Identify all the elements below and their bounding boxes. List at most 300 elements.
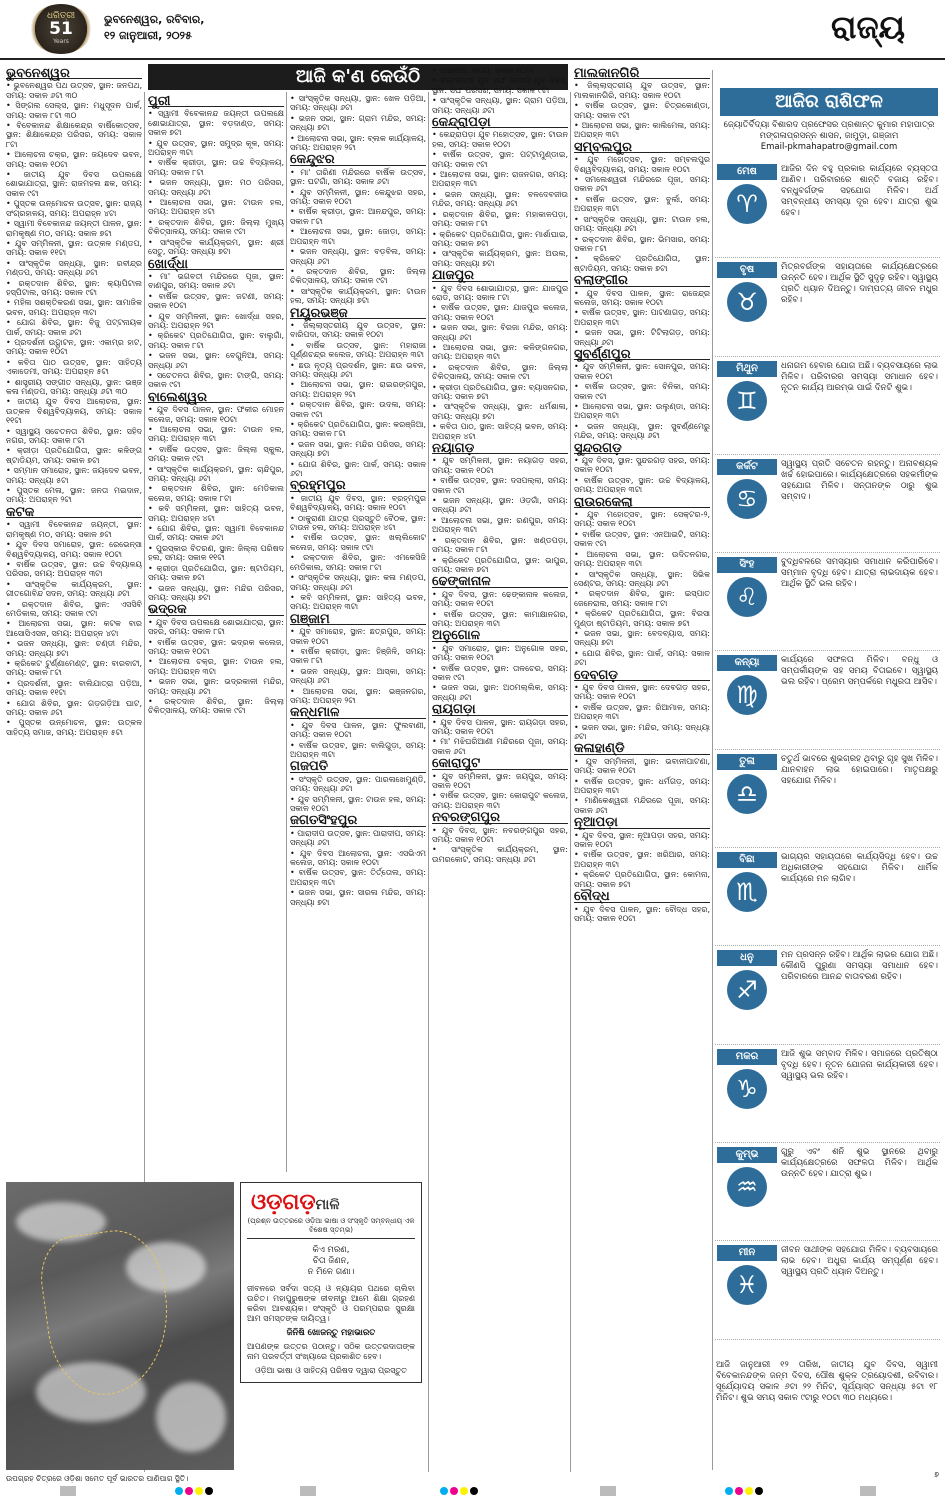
zodiac-prediction: ଆଜିର ଦିନ ବହୁ ପ୍ରକାର କାର୍ଯ୍ୟରେ ବ୍ୟସ୍ତତା ଆଣିବ। ପରିବାରରେ ଶାନ୍ତି ବଜାୟ ରହିବ। ବନ୍ଧୁବର୍ଗଙ୍କ ସହଯୋଗ ମିଳିବ। ଅର୍ଥ ସମ୍ବନ୍ଧୀୟ ସମସ୍ୟା ଦୂର ହେବ। ଯାତ୍ରା ଶୁଭ ହେବ। — [781, 164, 938, 218]
event-item: • ଭଜନ ସଭା, ସ୍ଥାନ: ଅଠମଲ୍ଲିକ, ସମୟ: ସନ୍ଧ୍ୟା ୬ଟା — [432, 683, 568, 702]
events-column-2 — [148, 94, 284, 1174]
event-item: • ଯୋଗ ଶିବିର, ସ୍ଥାନ: ଗଡ଼ଗଡ଼ିଆ ଘାଟ, ସମୟ: ସକାଳ ୬ଟା — [6, 699, 142, 718]
event-item: • ପୁସ୍ତକ ଉନ୍ମୋଚନ ଉତ୍ସବ, ସ୍ଥାନ: ରାଜ୍ୟ ସଂଗ୍ରହାଳୟ, ସମୟ: ଅପରାହ୍ନ ୪ଟା — [6, 199, 142, 218]
district-heading: ସୁନ୍ଦରଗଡ଼ — [574, 444, 710, 454]
event-item: • ଯୋଗ ଶିବିର, ସ୍ଥାନ: ପାର୍କ, ସମୟ: ସକାଳ ୬ଟା — [574, 649, 710, 668]
event-item: • ଭଜନ ସନ୍ଧ୍ୟା, ସ୍ଥାନ: ଆସ୍କା, ସମୟ: ସନ୍ଧ୍ୟା ୬ଟା — [290, 667, 426, 686]
event-item: • ଭଜନ ସନ୍ଧ୍ୟା, ସ୍ଥାନ: ଓଡ଼ଗାଁ, ସମୟ: ସନ୍ଧ୍ୟା ୬ଟା — [432, 496, 568, 515]
event-item: • ଭଜନ ସଭା, ସ୍ଥାନ: ବେଗୁନିଆ, ସମୟ: ସନ୍ଧ୍ୟା ୬ଟା — [148, 351, 284, 370]
zodiac-sign-name: ମେଷ — [717, 164, 777, 180]
event-item: • ଯୁବ ସମାରୋହ, ସ୍ଥାନ: ଛତ୍ରପୁର, ସମୟ: ସକାଳ ୧୦ଟା — [290, 627, 426, 646]
zodiac-sign-entry — [715, 1143, 940, 1241]
registration-dot — [440, 1487, 448, 1495]
event-item: • ଭଜନ ସଭା, ସ୍ଥାନ: ବେଦବ୍ୟାସ, ସମୟ: ସନ୍ଧ୍ୟା ୭ଟା — [574, 629, 710, 648]
event-item: • ଯୁବ ଦିବସ ପାଳନ, ସ୍ଥାନ: ବୌଦ୍ଧ ସହର, ସମୟ: ସକାଳ ୧୦ଟା — [574, 905, 710, 924]
event-item: • କବିତା ପାଠ ଉତ୍ସବ, ସ୍ଥାନ: ସାହିତ୍ୟ ଏକାଡେମୀ, ସମୟ: ଅପରାହ୍ନ ୫ଟା — [6, 358, 142, 377]
event-item: • ଆଲୋଚନା ସଭା, ସ୍ଥାନ: ବ୍ଲକ କାର୍ଯ୍ୟାଳୟ, ସମୟ: ଅପରାହ୍ନ ୨ଟା — [290, 134, 426, 153]
event-item: • ସ୍ୱାମୀ ବିବେକାନନ୍ଦ ଜୟନ୍ତୀ ଉପଲକ୍ଷେ ଶୋଭାଯାତ୍ରା, ସ୍ଥାନ: ବଡ଼ଦାଣ୍ଡ, ସମୟ: ସକାଳ ୭ଟା — [148, 109, 284, 137]
zodiac-prediction: ମନ ପ୍ରସନ୍ନ ରହିବ। ଆର୍ଥିକ ଲାଭର ଯୋଗ ଅଛି। କୌଣସି ପୁରୁଣା ସମସ୍ୟା ସମାଧାନ ହେବ। ପରିବାରରେ ଆନନ୍ଦ ବାତାବରଣ ରହିବ। — [781, 950, 938, 983]
zodiac-prediction: କାର୍ଯ୍ୟରେ ସଫଳତା ମିଳିବ। ବନ୍ଧୁ ଓ ସମ୍ପର୍କୀୟଙ୍କ ସହ ସମୟ ବିତାଇବେ। ସ୍ୱାସ୍ଥ୍ୟ ଭଲ ରହିବ। ପ୍ରେମ ସମ୍ପର୍କରେ ମଧୁରତା ଆସିବ। — [781, 655, 938, 688]
event-item: • ସାଂସ୍କୃତିକ କାର୍ଯ୍ୟକ୍ରମ, ସ୍ଥାନ: ଗୀତଗୋବିନ୍ଦ ସଦନ, ସମୟ: ସନ୍ଧ୍ୟା ୬ଟା — [6, 580, 142, 599]
astrologer-credit — [720, 120, 938, 153]
registration-mark — [60, 1486, 76, 1496]
event-item: • ଛଉ ନୃତ୍ୟ ପ୍ରଦର୍ଶନ, ସ୍ଥାନ: ଛଉ ଭବନ, ସମୟ: ସନ୍ଧ୍ୟା ୬ଟା — [290, 361, 426, 380]
district-heading: ଗଞ୍ଜାମ — [290, 615, 426, 625]
registration-dot — [735, 1487, 743, 1495]
registration-dot — [755, 1487, 763, 1495]
district-heading: ମାଲକାନଗିରି — [574, 69, 710, 79]
event-item: • ଜାତୀୟ ଯୁବ ଦିବସ ଆଲୋଚନା, ସ୍ଥାନ: ଉତ୍କଳ ବିଶ୍ୱବିଦ୍ୟାଳୟ, ସମୟ: ସକାଳ ୧୧ଟା — [6, 397, 142, 425]
event-item: • ଯୁବ ସମ୍ମିଳନୀ, ସ୍ଥାନ: ନୟାଗଡ଼ ସହର, ସମୟ: ସକାଳ ୧୦ଟା — [432, 456, 568, 475]
column-poem — [241, 1245, 421, 1278]
event-item: • ବାର୍ଷିକ ଉତ୍ସବ, ସ୍ଥାନ: ମହାରାଜା ପୂର୍ଣ୍ଣଚନ୍ଦ୍ର କଲେଜ, ସମୟ: ଅପରାହ୍ନ ୩ଟା — [290, 341, 426, 360]
event-item: • ରକ୍ତଦାନ ଶିବିର, ସ୍ଥାନ: ଏମକେସିଜି ମେଡିକାଲ, ସମୟ: ସକାଳ ୮ଟା — [290, 553, 426, 572]
registration-dot — [460, 1487, 468, 1495]
event-item: • କ୍ରୀଡ଼ା ପ୍ରତିଯୋଗିତା, ସ୍ଥାନ: ବ୍ୟାସନଗର, ସମୟ: ସକାଳ ୭ଟା — [432, 383, 568, 402]
event-item: • ବାର୍ଷିକ ଉତ୍ସବ, ସ୍ଥାନ: ଉଚ୍ଚ ବିଦ୍ୟାଳୟ ପରିସର, ସମୟ: ଅପରାହ୍ନ ୩ଟା — [6, 560, 142, 579]
district-heading: ଭଦ୍ରକ — [148, 605, 284, 615]
event-item: • ବାର୍ଷିକ ଉତ୍ସବ, ସ୍ଥାନ: ବାଲିଗୁଡ଼ା, ସମୟ: ଅପରାହ୍ନ ୩ଟା — [290, 741, 426, 760]
event-item: • ଆଲୋଚନା ସଭା, ସ୍ଥାନ: ଉଦିତନଗର, ସମୟ: ଅପରାହ୍ନ ୩ଟା — [574, 550, 710, 569]
district-heading: ଯାଜପୁର — [432, 271, 568, 281]
rashifal-signs — [715, 160, 940, 1340]
event-item: • ପାରାଦୀପ ଉତ୍ସବ, ସ୍ଥାନ: ପାରାଦୀପ, ସମୟ: ସନ୍ଧ୍ୟା ୬ଟା — [290, 829, 426, 848]
zodiac-sign-entry — [715, 946, 940, 1044]
district-heading: ବ୍ରହ୍ମପୁର — [290, 481, 426, 491]
district-heading: ଜଗତସିଂହପୁର — [290, 816, 426, 826]
zodiac-sign-entry — [715, 1241, 940, 1339]
event-item: • ରକ୍ତଦାନ ଶିବିର, ସ୍ଥାନ: ମହାକାଳପଡ଼ା, ସମୟ: ସକାଳ ୮ଟା — [432, 210, 568, 229]
event-item: • ଯୁବ ମହୋତ୍ସବ, ସ୍ଥାନ: ସମ୍ବଲପୁର ବିଶ୍ୱବିଦ୍ୟାଳୟ, ସମୟ: ସକାଳ ୧୦ଟା — [574, 155, 710, 174]
zodiac-prediction: ମିତ୍ରବର୍ଗଙ୍କ ସହାୟତାରେ କାର୍ଯ୍ୟକ୍ଷେତ୍ରରେ ଉନ୍ନତି ହେବ। ଆର୍ଥିକ ସ୍ଥିତି ସୁଦୃଢ଼ ରହିବ। ସ୍ୱାସ୍ଥ୍ୟ ପ୍ରତି ଧ୍ୟାନ ଦିଅନ୍ତୁ। ଦାମ୍ପତ୍ୟ ଜୀବନ ମଧୁର ରହିବ। — [781, 262, 938, 306]
district-heading: କେନ୍ଦୁଝର — [290, 155, 426, 165]
event-item: • ବାର୍ଷିକ ଉତ୍ସବ, ସ୍ଥାନ: ଖରିଆର, ସମୟ: ଅପରାହ୍ନ ୩ଟା — [574, 850, 710, 869]
event-item: • ଆଲୋଚନା ସଭା, ସ୍ଥାନ: ଟାଉନ ହଲ, ସମୟ: ଅପରାହ୍ନ ୩ଟା — [148, 425, 284, 444]
event-item: • ବାର୍ଷିକ ଉତ୍ସବ, ସ୍ଥାନ: ଦସପଲ୍ଲା, ସମୟ: ସକାଳ ୯ଟା — [432, 476, 568, 495]
event-item: • ମା' ଭଗବତୀ ମନ୍ଦିରରେ ପୂଜା, ସ୍ଥାନ: ବାଣପୁର, ସମୟ: ସକାଳ ୬ଟା — [148, 272, 284, 291]
event-item: • ବାର୍ଷିକ କ୍ରୀଡ଼ା, ସ୍ଥାନ: ହିଞ୍ଜିଳି, ସମୟ: ସକାଳ ୮ଟା — [290, 647, 426, 666]
event-item: • ସଚେତନତା ଶିବିର, ସ୍ଥାନ: ଟାଙ୍ଗି, ସମୟ: ସକାଳ ୯ଟା — [148, 371, 284, 390]
section-title: ରାଜ୍ୟ — [831, 8, 905, 46]
event-item: • ବାର୍ଷିକ କ୍ରୀଡ଼ା, ସ୍ଥାନ: ଆନନ୍ଦପୁର, ସମୟ: ସକାଳ ୮ଟା — [290, 207, 426, 226]
dateline — [104, 12, 204, 44]
event-item: • ବାର୍ଷିକ ଉତ୍ସବ, ସ୍ଥାନ: ଭଦ୍ରକ କଲେଜ, ସମୟ: ସକାଳ ୧୦ଟା — [148, 638, 284, 657]
event-item: • ଭଜନ ସଭା, ସ୍ଥାନ: ଗ୍ରାମ ମନ୍ଦିର, ସମୟ: ସନ୍ଧ୍ୟା ୭ଟା — [290, 114, 426, 133]
event-item: • ମାଣିକେଶ୍ୱରୀ ମନ୍ଦିରରେ ପୂଜା, ସମୟ: ସକାଳ ୬ଟା — [574, 796, 710, 815]
zodiac-prediction: ଜୀବନ ସାଥୀଙ୍କ ସହଯୋଗ ମିଳିବ। ବ୍ୟବସାୟରେ ଲାଭ ହେବ। ଅଧୁରା କାର୍ଯ୍ୟ ସମ୍ପୂର୍ଣ୍ଣ ହେବ। ସ୍ୱାସ୍ଥ୍ୟ ପ୍ରତି ଧ୍ୟାନ ଦିଅନ୍ତୁ। — [781, 1245, 938, 1278]
page-number: ୭ — [934, 1470, 939, 1479]
event-item: • କ୍ରିକେଟ ପ୍ରତିଯୋଗିତା, ସ୍ଥାନ: କୋମନା, ସମୟ: ସକାଳ ୭ଟା — [574, 870, 710, 889]
event-item: • ସଂସ୍କୃତି ଉତ୍ସବ, ସ୍ଥାନ: ପାରଳାଖେମୁଣ୍ଡି, ସମୟ: ସନ୍ଧ୍ୟା ୬ଟା — [290, 775, 426, 794]
logo-years: Years — [53, 38, 69, 45]
event-item: • କ୍ରିକେଟ ପ୍ରତିଯୋଗିତା, ସ୍ଥାନ: ବିରସା ମୁଣ୍ଡା ଷ୍ଟାଡିୟମ, ସମୟ: ସକାଳ ୭ଟା — [574, 609, 710, 628]
event-item: • ରକ୍ତଦାନ ଶିବିର, ସ୍ଥାନ: ଜିଲ୍ଲା ମୁଖ୍ୟ ଚିକିତ୍ସାଳୟ, ସମୟ: ସକାଳ ୯ଟା — [148, 218, 284, 237]
event-item: • ଆଲୋଚନା ସଭା, ସ୍ଥାନ: ଟାଉନ ହଲ, ସମୟ: ଅପରାହ୍ନ ୪ଟା — [148, 198, 284, 217]
zodiac-symbol-icon: ♌ — [727, 577, 767, 617]
event-item: • ସାଂସ୍କୃତିକ ସନ୍ଧ୍ୟା, ସ୍ଥାନ: ଗ୍ରାମ ପଡ଼ିଆ, ସମୟ: ସନ୍ଧ୍ୟା ୬ଟା — [432, 96, 568, 115]
zodiac-symbol-icon: ♊ — [727, 381, 767, 421]
event-item: • ଯୁବ ଦିବସ ପାଳନ, ସ୍ଥାନ: ଫୁଲବାଣୀ, ସମୟ: ସକାଳ ୧୦ଟା — [290, 721, 426, 740]
zodiac-symbol-icon: ♎ — [727, 774, 767, 814]
zodiac-prediction: ଚତୁର୍ଥ ଭାବରେ ଶୁଭଗ୍ରହ ଥିବାରୁ ଗୃହ ସୁଖ ମିଳିବ। ଯାନବାହନ ଲାଭ ହୋଇପାରେ। ମାତୃପକ୍ଷରୁ ସହଯୋଗ ମିଳିବ। — [781, 753, 938, 786]
zodiac-sign-entry — [715, 553, 940, 651]
zodiac-symbol-icon: ♒ — [727, 1167, 767, 1207]
event-item: • ଯୁବ ଦିବସ, ସ୍ଥାନ: ନୂଆପଡ଼ା ସହର, ସମୟ: ସକାଳ ୧୦ଟା — [574, 831, 710, 850]
event-item: • ଯୁବ ଉତ୍ସବ, ସ୍ଥାନ: ସମୁଦ୍ର କୂଳ, ସମୟ: ଅପରାହ୍ନ ୩ଟା — [148, 139, 284, 158]
event-item: • କ୍ରିକେଟ ଟୁର୍ଣ୍ଣାମେଣ୍ଟ, ସ୍ଥାନ: ବାରବାଟୀ, ସମୟ: ସକାଳ ୮ଟା — [6, 659, 142, 678]
event-item: • ଆଲୋଚନା ସଭା, ସ୍ଥାନ: ରଣପୁର, ସମୟ: ଅପରାହ୍ନ ୩ଟା — [432, 516, 568, 535]
event-item: • ଭଜନ ସଭା, ସ୍ଥାନ: ଟିଟିଲାଗଡ଼, ସମୟ: ସନ୍ଧ୍ୟା ୬ଟା — [574, 328, 710, 347]
dateline-place-day: ଭୁବନେଶ୍ୱର, ରବିବାର, — [104, 13, 205, 26]
district-heading: ବଲାଙ୍ଗୀର — [574, 276, 710, 286]
event-item: • ଯୁବ ଦିବସ, ସ୍ଥାନ: ସୁନ୍ଦରଗଡ଼ ସହର, ସମୟ: ସକାଳ ୧୦ଟା — [574, 456, 710, 475]
zodiac-symbol-icon: ♍ — [727, 675, 767, 715]
event-item: • କବି ସମ୍ମିଳନୀ, ସ୍ଥାନ: ସାହିତ୍ୟ ଭବନ, ସମୟ: ଅପରାହ୍ନ ୩ଟା — [290, 593, 426, 612]
district-heading: ଭୁବନେଶ୍ୱର — [6, 69, 142, 79]
event-item: • ପ୍ରଦର୍ଶନୀ ଉଦ୍ଘାଟନ, ସ୍ଥାନ: ଏକାମ୍ର ହାଟ, ସମୟ: ସକାଳ ୧୦ଟା — [6, 338, 142, 357]
event-item: • ଆଲୋଚନା ସଭା, ସ୍ଥାନ: ଭଞ୍ଜନଗର, ସମୟ: ଅପରାହ୍ନ ୨ଟା — [290, 687, 426, 706]
newspaper-logo — [30, 4, 92, 54]
column-bold-line: ଜିନିଷି ଖୋଜନ୍ତୁ ମହାଭାରତ — [286, 1328, 376, 1338]
zodiac-sign-entry — [715, 1045, 940, 1143]
registration-dot — [745, 1487, 753, 1495]
event-item: • ସାଂସ୍କୃତିକ କାର୍ଯ୍ୟକ୍ରମ, ସ୍ଥାନ: ଶ୍ରୀ ସେତୁ, ସମୟ: ସନ୍ଧ୍ୟା ୭ଟା — [148, 238, 284, 257]
event-item: • ମା' ମଝିଘରିଆଣୀ ମନ୍ଦିରରେ ପୂଜା, ସମୟ: ସକାଳ ୬ଟା — [432, 737, 568, 756]
event-item: • ଆଲୋଚନା ସଭା, ସ୍ଥାନ: ଉଲୁଣ୍ଡା, ସମୟ: ଅପରାହ୍ନ ୩ଟା — [574, 402, 710, 421]
event-item: • ଯୁବ ସମ୍ମିଳନୀ, ସ୍ଥାନ: କେନ୍ଦୁଝର ସହର, ସମୟ: ସକାଳ ୧୦ଟା — [290, 188, 426, 207]
color-registration-dots — [175, 1487, 213, 1495]
registration-mark — [860, 1486, 876, 1496]
event-item: • ସାଂସ୍କୃତିକ କାର୍ଯ୍ୟକ୍ରମ, ସ୍ଥାନ: ଉମରକୋଟ, ସମୟ: ସନ୍ଧ୍ୟା ୬ଟା — [432, 845, 568, 864]
zodiac-prediction: ବୁଦ୍ଧିବଳରେ ସମସ୍ୟାର ସମାଧାନ କରିପାରିବେ। ସମ୍ମାନ ବୃଦ୍ଧି ହେବ। ଯାତ୍ରା ଲାଭଦାୟକ ହେବ। ଆର୍ଥିକ ସ୍ଥିତି ଭଲ ରହିବ। — [781, 557, 938, 590]
zodiac-sign-entry — [715, 848, 940, 946]
event-item: • ପୁସ୍ତକ ଉନ୍ମୋଚନ, ସ୍ଥାନ: ଉତ୍କଳ ସାହିତ୍ୟ ସମାଜ, ସମୟ: ଅପରାହ୍ନ ୫ଟା — [6, 718, 142, 737]
event-item: • ଭଜନ ସନ୍ଧ୍ୟା, ସ୍ଥାନ: ବଳଦେବଜୀଉ ମନ୍ଦିର, ସମୟ: ସନ୍ଧ୍ୟା ୬ଟା — [432, 190, 568, 209]
zodiac-sign-name: ମକର — [717, 1049, 777, 1065]
event-item: • ସ୍ୱାମୀ ବିବେକାନନ୍ଦ ଜୟନ୍ତୀ, ସ୍ଥାନ: ରାମକୃଷ୍ଣ ମଠ, ସମୟ: ସକାଳ ୭ଟା — [6, 520, 142, 539]
event-item: • ସାଂସ୍କୃତିକ କାର୍ଯ୍ୟକ୍ରମ, ସ୍ଥାନ: ଟାଉନ ହଲ, ସମୟ: ସନ୍ଧ୍ୟା ୭ଟା — [290, 287, 426, 306]
weather-satellite-map — [6, 1182, 234, 1470]
event-item: • ଆଲୋଚନା ସଭା, ସ୍ଥାନ: ଜୋଡ଼ା, ସମୟ: ଅପରାହ୍ନ ୩ଟା — [290, 227, 426, 246]
event-item: • ସମ୍ମାନ ସମାରୋହ, ସ୍ଥାନ: ଜୟଦେବ ଭବନ, ସମୟ: ସନ୍ଧ୍ୟା ୫ଟା — [6, 466, 142, 485]
event-item: • ରକ୍ତଦାନ ଶିବିର, ସ୍ଥାନ: ଜିଲ୍ଲା ଚିକିତ୍ସାଳୟ, ସମୟ: ସକାଳ ୯ଟା — [432, 363, 568, 382]
column-body-2: ଆପଣଙ୍କ ଉତ୍ତର ପଠାନ୍ତୁ। ସଠିକ ଉତ୍ତରଦାତାଙ୍କ ନାମ ପରବର୍ତ୍ତୀ ସଂଖ୍ୟାରେ ପ୍ରକାଶିତ ହେବ। — [247, 1342, 415, 1361]
event-item: • ସାଂସ୍କୃତିକ କାର୍ଯ୍ୟକ୍ରମ, ସ୍ଥାନ: ଅଉଲ, ସମୟ: ସନ୍ଧ୍ୟା ୭ଟା — [432, 249, 568, 268]
district-heading: ରାଉରକେଲା — [574, 498, 710, 508]
panchang-text: ଆଜି ଜାନୁଆରୀ ୧୨ ତାରିଖ, ଜାତୀୟ ଯୁବ ଦିବସ, ସ୍ୱାମୀ ବିବେକାନନ୍ଦଙ୍କ ଜନ୍ମ ଦିବସ, ପୌଷ ଶୁକ୍ଳ ତ୍ରୟୋଦଶୀ, ରବିବାର। ସୂର୍ଯ୍ୟୋଦୟ ସକାଳ ୬ଟା ୨୨ ମିନିଟ, ସୂର୍ଯ୍ୟାସ୍ତ ସନ୍ଧ୍ୟା ୫ଟା ୧୮ ମିନିଟ। ଶୁଭ ସମୟ ସକାଳ ୯ଟାରୁ ୧୦ଟା ୩୦ ମଧ୍ୟରେ। — [716, 1360, 938, 1403]
column-box — [240, 1182, 422, 1383]
district-heading: ନୂଆପଡ଼ା — [574, 818, 710, 828]
district-heading: କେନ୍ଦ୍ରାପଡ଼ା — [432, 118, 568, 128]
district-heading: ସୁବର୍ଣ୍ଣପୁର — [574, 350, 710, 360]
event-item: • ପୁସ୍ତକ ମେଳା, ସ୍ଥାନ: ଜନତା ମଇଦାନ, ସମୟ: ଅପରାହ୍ନ ୨ଟା — [6, 486, 142, 505]
event-item: • କେନ୍ଦ୍ରାପଡ଼ା ଯୁବ ମହୋତ୍ସବ, ସ୍ଥାନ: ଟାଉନ ହଲ, ସମୟ: ସକାଳ ୧୦ଟା — [432, 130, 568, 149]
event-item: • ଆଲୋଚନା ସଭା, ସ୍ଥାନ: କଳିଙ୍ଗନଗର, ସମୟ: ଅପରାହ୍ନ ୩ଟା — [432, 343, 568, 362]
registration-dot — [195, 1487, 203, 1495]
district-heading: କଳାହାଣ୍ଡି — [574, 744, 710, 754]
district-heading: ଦେବଗଡ଼ — [574, 671, 710, 681]
page-header — [0, 0, 945, 60]
district-heading: ଗଜପତି — [290, 762, 426, 772]
event-item: • ଭଜନ ସଭା, ସ୍ଥାନ: ଭଦ୍ରକାଳୀ ମନ୍ଦିର, ସମୟ: ସନ୍ଧ୍ୟା ୬ଟା — [148, 677, 284, 696]
event-item: • ବାର୍ଷିକ ଉତ୍ସବ, ସ୍ଥାନ: ଜିଲ୍ଲା ସ୍କୁଲ, ସମୟ: ସକାଳ ୯ଟା — [148, 445, 284, 464]
column-subtitle: (ପ୍ରଶ୍ନ ଉତ୍ତରରେ ଓଡ଼ିଆ ଭାଷା ଓ ସଂସ୍କୃତି ସମ୍ବନ୍ଧୀୟ ଏକ ବିଶେଷ ସ୍ତମ୍ଭ) — [247, 1217, 415, 1239]
column-logo-text: ଓଡ଼ଗଡ଼ — [251, 1189, 316, 1215]
event-item: • ଯୁବ ସମ୍ମିଳନୀ, ସ୍ଥାନ: ଖୋର୍ଦ୍ଧା ସହର, ସମୟ: ଅପରାହ୍ନ ୨ଟା — [148, 312, 284, 331]
event-item: • କ୍ରୀଡ଼ା ପ୍ରତିଯୋଗିତା, ସ୍ଥାନ: ଷ୍ଟାଡିୟମ, ସମୟ: ସକାଳ ୭ଟା — [148, 564, 284, 583]
zodiac-prediction: ଗୁରୁ ଏବଂ ଶନି ଶୁଭ ସ୍ଥାନରେ ଥିବାରୁ କାର୍ଯ୍ୟକ୍ଷେତ୍ରରେ ସଫଳତା ମିଳିବ। ଆର୍ଥିକ ଉନ୍ନତି ହେବ। ଯାତ୍ରା ଶୁଭ। — [781, 1146, 938, 1179]
zodiac-sign-entry — [715, 357, 940, 455]
event-item: • ଯୁବ ସମାରୋହ, ସ୍ଥାନ: ଅନୁଗୋଳ ସହର, ସମୟ: ସକାଳ ୧୦ଟା — [432, 644, 568, 663]
event-item: • ସାଂସ୍କୃତିକ ସନ୍ଧ୍ୟା, ସ୍ଥାନ: ସିଭିକ ସେଣ୍ଟର, ସମୟ: ସନ୍ଧ୍ୟା ୬ଟା — [574, 570, 710, 589]
events-column-4 — [432, 66, 568, 1472]
zodiac-sign-name: ମିଥୁନ — [717, 361, 777, 377]
zodiac-symbol-icon: ♓ — [727, 1265, 767, 1305]
poem-line-1: କିଏ ମରଣ, — [312, 1245, 350, 1255]
event-item: • ସମଲେଶ୍ୱରୀ ମନ୍ଦିରରେ ପୂଜା, ସମୟ: ସକାଳ ୬ଟା — [574, 175, 710, 194]
event-item: • ଭଜନ ସଭା, ସ୍ଥାନ: ମନ୍ଦିର ପରିସର, ସମୟ: ସନ୍ଧ୍ୟା ୭ଟା — [290, 440, 426, 459]
event-item: • ବାର୍ଷିକ ଉତ୍ସବ, ସ୍ଥାନ: କୋରାପୁଟ କଲେଜ, ସମୟ: ଅପରାହ୍ନ ୩ଟା — [432, 791, 568, 810]
print-registration-bar — [0, 1484, 945, 1498]
event-item: • ଜିଲ୍ଲାସ୍ତରୀୟ ଯୁବ ଉତ୍ସବ, ସ୍ଥାନ: ମାଲକାନଗିରି, ସମୟ: ସକାଳ ୧୦ଟା — [574, 81, 710, 100]
event-item: • ଜାତୀୟ ଯୁବ ଦିବସ ଉପଲକ୍ଷେ ଶୋଭାଯାତ୍ରା, ସ୍ଥାନ: ରାଜମହଲ ଛକ, ସମୟ: ସକାଳ ୯ଟା — [6, 170, 142, 198]
district-heading: ପୁରୀ — [148, 97, 284, 107]
event-item: • ରକ୍ତଦାନ ଶିବିର, ସ୍ଥାନ: ଇସ୍ପାତ ଜେନେରାଲ, ସମୟ: ସକାଳ ୮ଟା — [574, 589, 710, 608]
zodiac-sign-name: ବୃଷ — [717, 262, 777, 278]
district-heading: ଅନୁଗୋଳ — [432, 631, 568, 641]
column-divider — [570, 92, 571, 1472]
event-item: • ସାଂସ୍କୃତିକ ସନ୍ଧ୍ୟା, ସ୍ଥାନ: ଧର୍ମଶାଳା, ସମୟ: ସନ୍ଧ୍ୟା ୭ଟା — [432, 402, 568, 421]
event-item: • ରକ୍ତଦାନ ଶିବିର, ସ୍ଥାନ: ଏସସିବି ମେଡିକାଲ, ସମୟ: ସକାଳ ୯ଟା — [6, 600, 142, 619]
event-item: • ଯୁବ ଦିବସ ପାଳନ, ସ୍ଥାନ: ଫକୀର ମୋହନ କଲେଜ, ସମୟ: ସକାଳ ୧୦ଟା — [148, 405, 284, 424]
event-item: • ଯୁବ ଦିବସ ସମାରୋହ, ସ୍ଥାନ: ରେଭେନ୍ସା ବିଶ୍ୱବିଦ୍ୟାଳୟ, ସମୟ: ସକାଳ ୧୦ଟା — [6, 540, 142, 559]
logo-number: 51 — [49, 19, 73, 39]
event-item: • କ୍ରିକେଟ ପ୍ରତିଯୋଗିତା, ସ୍ଥାନ: ବାଲୁଗାଁ, ସମୟ: ସକାଳ ୮ଟା — [148, 331, 284, 350]
zodiac-symbol-icon: ♋ — [727, 479, 767, 519]
event-item: • ବାର୍ଷିକ ଉତ୍ସବ, ସ୍ଥାନ: ବୁର୍ଲା, ସମୟ: ଅପରାହ୍ନ ୩ଟା — [574, 195, 710, 214]
events-column-5 — [574, 66, 710, 1472]
zodiac-sign-entry — [715, 160, 940, 258]
event-item: • ଯୁବ ଦିବସ ପାଳନ, ସ୍ଥାନ: ଦେବଗଡ଼ ସହର, ସମୟ: ସକାଳ ୧୦ଟା — [574, 683, 710, 702]
logo-title: ଧରିତ୍ରୀ — [46, 11, 76, 21]
event-item: • ଜିଲ୍ଲାସ୍ତରୀୟ ଯୁବ ଉତ୍ସବ, ସ୍ଥାନ: ବାରିପଦା, ସମୟ: ସକାଳ ୧୦ଟା — [290, 321, 426, 340]
event-item: • ସାଂସ୍କୃତିକ ସନ୍ଧ୍ୟା, ସ୍ଥାନ: ରବୀନ୍ଦ୍ର ମଣ୍ଡପ, ସମୟ: ସନ୍ଧ୍ୟା ୬ଟା — [6, 259, 142, 278]
district-heading: ମୟୂରଭଞ୍ଜ — [290, 309, 426, 319]
zodiac-symbol-icon: ♈ — [727, 184, 767, 224]
registration-mark — [600, 1486, 616, 1496]
district-heading: ଢେଙ୍କାନାଳ — [432, 577, 568, 587]
event-item: • ଯୁବ ଦିବସ ପାଳନ, ସ୍ଥାନ: ରାଜେନ୍ଦ୍ର କଲେଜ, ସମୟ: ସକାଳ ୧୦ଟା — [574, 289, 710, 308]
district-heading: କନ୍ଧମାଳ — [290, 708, 426, 718]
event-item: • ବାର୍ଷିକ ଉତ୍ସବ, ସ୍ଥାନ: ତିର୍ତ୍ତୋଲ, ସମୟ: ଅପରାହ୍ନ ୩ଟା — [290, 868, 426, 887]
event-item: • ବାର୍ଷିକ ଉତ୍ସବ, ସ୍ଥାନ: ପାଟଣାଗଡ଼, ସମୟ: ଅପରାହ୍ନ ୩ଟା — [574, 308, 710, 327]
column-divider — [286, 92, 287, 1172]
astrologer-address: ମଙ୍ଗଳାପ୍ରସନ୍ନ ଶାସନ, ଜାମୁଡ଼ା, ଗଞ୍ଜାମ — [759, 131, 899, 141]
event-item: • ସ୍ୱାସ୍ଥ୍ୟ ସଚେତନତା ଶିବିର, ସ୍ଥାନ: ସହିଦ ନଗର, ସମୟ: ସକାଳ ୮ଟା — [6, 427, 142, 446]
district-heading: କୋରାପୁଟ — [432, 759, 568, 769]
event-item: • ବାର୍ଷିକ ଉତ୍ସବ, ସ୍ଥାନ: ତାଳଚେର, ସମୟ: ସକାଳ ୯ଟା — [432, 664, 568, 683]
event-item: • ଭଜନ ସନ୍ଧ୍ୟା, ସ୍ଥାନ: ମଠ ପରିସର, ସମୟ: ସନ୍ଧ୍ୟା ୬ଟା — [148, 178, 284, 197]
event-item: • କ୍ରୀଡ଼ା ପ୍ରତିଯୋଗିତା, ସ୍ଥାନ: କଳିଙ୍ଗ ଷ୍ଟାଡିୟମ, ସମୟ: ସକାଳ ୭ଟା — [6, 446, 142, 465]
event-item: • ସିଙ୍ଗଲ ସେଲ୍ସ, ସ୍ଥାନ: ମଧୁସୂଦନ ପାର୍କ, ସମୟ: ସକାଳ ୮ଟା ୩୦ — [6, 101, 142, 120]
event-item: • ମହିଳା ସଶକ୍ତିକରଣ ସଭା, ସ୍ଥାନ: ସାମାଜିକ ଭବନ, ସମୟ: ଅପରାହ୍ନ ୩ଟା — [6, 298, 142, 317]
event-item: • ଶାସ୍ତ୍ରୀୟ ସଙ୍ଗୀତ ସନ୍ଧ୍ୟା, ସ୍ଥାନ: ଭଞ୍ଜ କଳା ମଣ୍ଡପ, ସମୟ: ସନ୍ଧ୍ୟା ୬ଟା ୩୦ — [6, 378, 142, 397]
registration-dot — [175, 1487, 183, 1495]
zodiac-sign-entry — [715, 750, 940, 848]
event-item: • ଭୁବନେଶ୍ୱର ପଥ ଉତ୍ସବ, ସ୍ଥାନ: ଜନପଥ, ସମୟ: ସକାଳ ୬ଟା ୩୦ — [6, 81, 142, 100]
event-item: • ଭଜନ ସଭା, ସ୍ଥାନ: ମନ୍ଦିର, ସମୟ: ସନ୍ଧ୍ୟା ୬ଟା — [574, 723, 710, 742]
zodiac-prediction: ଭାଗ୍ୟର ସହାୟତାରେ କାର୍ଯ୍ୟସିଦ୍ଧି ହେବ। ଉଚ୍ଚ ଅଧିକାରୀଙ୍କ ସହଯୋଗ ମିଳିବ। ଧାର୍ମିକ କାର୍ଯ୍ୟରେ ମନ ଲାଗିବ। — [781, 852, 938, 885]
event-item: • ଯୁବ ସମ୍ମିଳନୀ, ସ୍ଥାନ: ଟାଉନ ହଲ, ସମୟ: ସକାଳ ୧୦ଟା — [290, 795, 426, 814]
event-item: • ବାର୍ଷିକ ଉତ୍ସବ, ସ୍ଥାନ: ବିନିକା, ସମୟ: ସକାଳ ୯ଟା — [574, 382, 710, 401]
column-logo-tail: ମାଳି — [315, 1197, 340, 1213]
event-item: • ଯୁବ ଦିବସ ଶୋଭାଯାତ୍ରା, ସ୍ଥାନ: ଯାଜପୁର ରୋଡ, ସମୟ: ସକାଳ ୮ଟା — [432, 284, 568, 303]
district-heading: ବୌଦ୍ଧ — [574, 892, 710, 902]
poem-line-2: ଚିତା ଜିଣନ, — [312, 1256, 350, 1266]
event-item: • ବାର୍ଷିକ ଉତ୍ସବ, ସ୍ଥାନ: ଯାଜପୁର କଲେଜ, ସମୟ: ସକାଳ ୧୦ଟା — [432, 303, 568, 322]
event-item: • ବାର୍ଷିକ ଉତ୍ସବ, ସ୍ଥାନ: ଧର୍ମଗଡ଼, ସମୟ: ଅପରାହ୍ନ ୩ଟା — [574, 777, 710, 796]
event-item: • କ୍ରିକେଟ ପ୍ରତିଯୋଗିତା, ସ୍ଥାନ: ଭାପୁର, ସମୟ: ସକାଳ ୭ଟା — [432, 556, 568, 575]
district-heading: ସମ୍ବଲପୁର — [574, 143, 710, 153]
weather-map-caption: ଉପଗ୍ରହ ଚିତ୍ରରେ ଓଡ଼ିଶା ସମେତ ପୂର୍ବ ଭାରତର ପାଣିପାଗ ସ୍ଥିତି। — [6, 1474, 189, 1483]
astrologer-name: ଜ୍ୟୋତିର୍ବିଦ୍ୟା ବିଶାରଦ ପ୍ରଫେସର ପ୍ରଶାନ୍ତ କୁମାର ମହାପାତ୍ର — [723, 120, 935, 130]
zodiac-sign-name: ତୁଳା — [717, 754, 777, 770]
column-divider — [712, 70, 713, 1470]
event-item: • ଆଲୋଚନା ସଭା, ସ୍ଥାନ: ରାଇରଙ୍ଗପୁର, ସମୟ: ଅପରାହ୍ନ ୨ଟା — [290, 380, 426, 399]
event-item: • ପାରାଦୀପ, ସମୟ: ସକାଳ ୧୦ଟା — [432, 66, 568, 75]
zodiac-sign-name: ମୀନ — [717, 1245, 777, 1261]
district-heading: ଖୋର୍ଦ୍ଧା — [148, 260, 284, 270]
column-footer: ଓଡ଼ିଆ ଭାଷା ଓ ସାହିତ୍ୟ ପରିଷଦ ଦ୍ୱାରା ପ୍ରସ୍ତୁତ — [255, 1366, 407, 1375]
registration-dot — [205, 1487, 213, 1495]
event-item: • ଯୁବ ଦିବସ ପାଳନ, ସ୍ଥାନ: ରାୟଗଡ଼ା ସହର, ସମୟ: ସକାଳ ୧୦ଟା — [432, 718, 568, 737]
column-body: ଜୀବନରେ ସର୍ବଦା ସତ୍ୟ ଓ ନ୍ୟାୟର ପଥରେ ଚାଲିବା ଉଚିତ। ମହାପୁରୁଷଙ୍କ ଜୀବନୀରୁ ଆମେ ଶିକ୍ଷା ଗ୍ରହଣ କରିବା ଆବଶ୍ୟକ। ସଂସ୍କୃତି ଓ ପରମ୍ପରାର ସୁରକ୍ଷା ଆମ ସମସ୍ତଙ୍କ ଦାୟିତ୍ୱ। — [247, 1284, 415, 1323]
event-item: • ଜାତୀୟ ଯୁବ ଦିବସ, ସ୍ଥାନ: ବ୍ରହ୍ମପୁର ବିଶ୍ୱବିଦ୍ୟାଳୟ, ସମୟ: ସକାଳ ୧୦ଟା — [290, 494, 426, 513]
event-item: • ଯୁବ ସମ୍ମିଳନୀ, ସ୍ଥାନ: ଉତ୍କଳ ମଣ୍ଡପ, ସମୟ: ସକାଳ ୧୧ଟା — [6, 239, 142, 258]
event-item: • ସାଂସ୍କୃତିକ ସନ୍ଧ୍ୟା, ସ୍ଥାନ: ଟାଉନ ହଲ, ସମୟ: ସନ୍ଧ୍ୟା ୬ଟା — [574, 215, 710, 234]
astrologer-email: Email-pkmahapatro@gmail.com — [760, 142, 898, 152]
district-heading: ବାଲେଶ୍ୱର — [148, 393, 284, 403]
zodiac-prediction: ସ୍ୱାସ୍ଥ୍ୟ ପ୍ରତି ସଚେତନ ରହନ୍ତୁ। ଅନାବଶ୍ୟକ ଖର୍ଚ୍ଚ ହୋଇପାରେ। କାର୍ଯ୍ୟକ୍ଷେତ୍ରରେ ସହକର୍ମୀଙ୍କ ସହଯୋଗ ମିଳିବ। ସନ୍ତାନଙ୍କ ଠାରୁ ଶୁଭ ସମ୍ବାଦ। — [781, 458, 938, 502]
event-item: • କ୍ରିକେଟ ପ୍ରତିଯୋଗିତା, ସ୍ଥାନ: ମାର୍ଶାଘାଇ, ସମୟ: ସକାଳ ୭ଟା — [432, 230, 568, 249]
district-heading: ନବରଙ୍ଗପୁର — [432, 813, 568, 823]
event-item: • ବାର୍ଷିକ ଉତ୍ସବ, ସ୍ଥାନ: ଚିତ୍ରକୋଣ୍ଡା, ସମୟ: ସକାଳ ୯ଟା — [574, 101, 710, 120]
event-item: • ଭଜନ ସନ୍ଧ୍ୟା, ସ୍ଥାନ: ସୁବର୍ଣ୍ଣମେରୁ ମନ୍ଦିର, ସମୟ: ସନ୍ଧ୍ୟା ୬ଟା — [574, 422, 710, 441]
district-heading: ନୟାଗଡ଼ — [432, 444, 568, 454]
zodiac-sign-name: ସିଂହ — [717, 557, 777, 573]
color-registration-dots — [725, 1487, 763, 1495]
registration-dot — [725, 1487, 733, 1495]
event-item: • ବାର୍ଷିକ ଉତ୍ସବ, ସ୍ଥାନ: କାମାକ୍ଷାନଗର, ସମୟ: ଅପରାହ୍ନ ୩ଟା — [432, 610, 568, 629]
event-item: • କବି ସମ୍ମିଳନୀ, ସ୍ଥାନ: ସାହିତ୍ୟ ଭବନ, ସମୟ: ଅପରାହ୍ନ ୪ଟା — [148, 504, 284, 523]
zodiac-symbol-icon: ♐ — [727, 970, 767, 1010]
event-item: • ଯୁବ ଦିବସ, ସ୍ଥାନ: ଢେଙ୍କାନାଳ କଲେଜ, ସମୟ: ସକାଳ ୧୦ଟା — [432, 590, 568, 609]
zodiac-prediction: ଆଜି ଶୁଭ ସମ୍ବାଦ ମିଳିବ। ସମାଜରେ ପ୍ରତିଷ୍ଠା ବୃଦ୍ଧି ହେବ। ନୂତନ ଯୋଜନା କାର୍ଯ୍ୟକାରୀ ହେବ। ସ୍ୱାସ୍ଥ୍ୟ ଭଲ ରହିବ। — [781, 1048, 938, 1081]
event-item: • ବାର୍ଷିକ ଉତ୍ସବ, ସ୍ଥାନ: ରିଆମାଳ, ସମୟ: ଅପରାହ୍ନ ୩ଟା — [574, 703, 710, 722]
event-item: • ବାର୍ଷିକ ଉତ୍ସବ, ସ୍ଥାନ: ଉଚ୍ଚ ବିଦ୍ୟାଳୟ, ସମୟ: ଅପରାହ୍ନ ୩ଟା — [574, 476, 710, 495]
event-item: • ରକ୍ତଦାନ ଶିବିର, ସ୍ଥାନ: ଜିଲ୍ଲା ଚିକିତ୍ସାଳୟ, ସମୟ: ସକାଳ ୯ଟା — [290, 267, 426, 286]
zodiac-symbol-icon: ♏ — [727, 872, 767, 912]
event-item: • ଆଲୋଚନା ଚକ୍ର, ସ୍ଥାନ: ଟାଉନ ହଲ, ସମୟ: ଅପରାହ୍ନ ୩ଟା — [148, 657, 284, 676]
events-column-1 — [6, 66, 142, 1176]
event-item: • ଯୋଗ ଶିବିର, ସ୍ଥାନ: ସ୍ୱାମୀ ବିବେକାନନ୍ଦ ପାର୍କ, ସମୟ: ସକାଳ ୬ଟା — [148, 524, 284, 543]
event-item: • ଯୋଗ ଶିବିର, ସ୍ଥାନ: ପାର୍କ, ସମୟ: ସକାଳ ୬ଟା — [290, 460, 426, 479]
event-item: • ଯୁବ ଦିବସ, ସ୍ଥାନ: ନବରଙ୍ଗପୁର ସହର, ସମୟ: ସକାଳ ୧୦ଟା — [432, 826, 568, 845]
district-heading: କଟକ — [6, 508, 142, 518]
event-item: • ପ୍ରଦର୍ଶନୀ, ସ୍ଥାନ: ବାଲିଯାତ୍ରା ପଡ଼ିଆ, ସମୟ: ସକାଳ ୧୧ଟା — [6, 679, 142, 698]
registration-dot — [450, 1487, 458, 1495]
event-item: • ରକ୍ତଦାନ ଶିବିର, ସ୍ଥାନ: ଜିଲ୍ଲା ଚିକିତ୍ସାଳୟ, ସମୟ: ସକାଳ ୯ଟା — [148, 697, 284, 716]
event-item: • ସ୍ୱାମୀ ବିବେକାନନ୍ଦ ଜୟନ୍ତୀ ପାଳନ, ସ୍ଥାନ: ରାମକୃଷ୍ଣ ମଠ, ସମୟ: ସକାଳ ୭ଟା — [6, 219, 142, 238]
event-item: • ଯୁବ ଦିବସ ଉପଲକ୍ଷେ ଶୋଭାଯାତ୍ରା, ସ୍ଥାନ: ସହର, ସମୟ: ସକାଳ ୮ଟା — [148, 618, 284, 637]
event-item: • ଯୁବ ଦିବସ ଆଲୋଚନା, ସ୍ଥାନ: ଏସଭିଏମ କଲେଜ, ସମୟ: ସକାଳ ୧୦ଟା — [290, 849, 426, 868]
event-item: • ବାର୍ଷିକ ଉତ୍ସବ, ସ୍ଥାନ: ଖଲ୍ଲିକୋଟ କଲେଜ, ସମୟ: ସକାଳ ୯ଟା — [290, 533, 426, 552]
column-divider — [428, 92, 429, 1472]
event-item: • ଭଜନ ସନ୍ଧ୍ୟା, ସ୍ଥାନ: ବଡ଼ବିଲ, ସମୟ: ସନ୍ଧ୍ୟା ୬ଟା — [290, 247, 426, 266]
event-item: • ପୁରସ୍କାର ବିତରଣ, ସ୍ଥାନ: ଜିଲ୍ଲା ପରିଷଦ ହଲ, ସମୟ: ସକାଳ ୧୧ଟା — [148, 544, 284, 563]
registration-dot — [470, 1487, 478, 1495]
event-item: • ସାଂସ୍କୃତିକ କାର୍ଯ୍ୟକ୍ରମ, ସ୍ଥାନ: ଚାନ୍ଦିପୁର, ସମୟ: ସନ୍ଧ୍ୟା ୬ଟା — [148, 465, 284, 484]
event-item: • ବିବେକାନନ୍ଦ ଶିକ୍ଷାକେନ୍ଦ୍ର ବାର୍ଷିକୋତ୍ସବ, ସ୍ଥାନ: ଶିକ୍ଷାକେନ୍ଦ୍ର ପରିସର, ସମୟ: ସକାଳ ୮ଟା — [6, 121, 142, 149]
event-item: • ଆଲୋଚନା ସଭା, ସ୍ଥାନ: ରାଜନଗର, ସମୟ: ଅପରାହ୍ନ ୩ଟା — [432, 170, 568, 189]
event-item: • ରକ୍ତଦାନ ଶିବିର, ସ୍ଥାନ: ଭିମସାର, ସମୟ: ସକାଳ ୮ଟା — [574, 235, 710, 254]
event-item: • ଯୁବ ସମ୍ମିଳନୀ, ସ୍ଥାନ: ଭବାନୀପାଟଣା, ସମୟ: ସକାଳ ୧୦ଟା — [574, 757, 710, 776]
event-item: • ଯୁବ ସମ୍ମିଳନୀ, ସ୍ଥାନ: ସୋନପୁର, ସମୟ: ସକାଳ ୧୦ଟା — [574, 362, 710, 381]
zodiac-sign-name: କୁମ୍ଭ — [717, 1147, 777, 1163]
color-registration-dots — [440, 1487, 478, 1495]
rashifal-title: ଆଜିର ରାଶିଫଳ — [720, 88, 938, 116]
event-item: • ସାଂସ୍କୃତିକ ସନ୍ଧ୍ୟା, ସ୍ଥାନ: କଳା ମଣ୍ଡପ, ସମୟ: ସନ୍ଧ୍ୟା ୬ଟା — [290, 573, 426, 592]
district-heading: ରାୟଗଡ଼ା — [432, 705, 568, 715]
event-item: • ରକ୍ତଦାନ ଶିବିର, ସ୍ଥାନ: ଉଦଳା, ସମୟ: ସକାଳ ୯ଟା — [290, 400, 426, 419]
zodiac-sign-entry — [715, 455, 940, 553]
event-item: • ଠାକୁରାଣୀ ଯାତ୍ରା ପ୍ରସ୍ତୁତି ବୈଠକ, ସ୍ଥାନ: ଟାଉନ ହଲ, ସମୟ: ଅପରାହ୍ନ ୪ଟା — [290, 514, 426, 533]
zodiac-sign-entry — [715, 651, 940, 749]
event-item: • ଆଲୋଚନା ଚକ୍ର, ସ୍ଥାନ: ଜୟଦେବ ଭବନ, ସମୟ: ସକାଳ ୧୦ଟା — [6, 150, 142, 169]
event-item: • ଯୁବ ସମ୍ମିଳନୀ, ସ୍ଥାନ: ଜୟପୁର, ସମୟ: ସକାଳ ୧୦ଟା — [432, 772, 568, 791]
registration-dot — [185, 1487, 193, 1495]
event-item: • ଭଜନ ସନ୍ଧ୍ୟା, ସ୍ଥାନ: ଚଣ୍ଡୀ ମନ୍ଦିର, ସମୟ: ସନ୍ଧ୍ୟା ୭ଟା — [6, 639, 142, 658]
event-item: • ଯୋଗ ଶିବିର, ସ୍ଥାନ: ବିଜୁ ପଟ୍ଟନାୟକ ପାର୍କ, ସମୟ: ସକାଳ ୬ଟା — [6, 318, 142, 337]
event-item: • ରକ୍ତଦାନ ଶିବିର, ସ୍ଥାନ: ଖଣ୍ଡପଡ଼ା, ସମୟ: ସକାଳ ୮ଟା — [432, 536, 568, 555]
zodiac-sign-name: ବିଛା — [717, 852, 777, 868]
event-item: • କ୍ରିକେଟ ପ୍ରତିଯୋଗିତା, ସ୍ଥାନ: ଷ୍ଟାଡିୟମ, ସମୟ: ସକାଳ ୭ଟା — [574, 254, 710, 273]
event-item: • ରକ୍ତଦାନ ଶିବିର, ସ୍ଥାନ: ମେଡିକାଲ କଲେଜ, ସମୟ: ସକାଳ ୮ଟା — [148, 484, 284, 503]
event-item: • ଭଜନ ସଭା, ସ୍ଥାନ: ସାରଳା ମନ୍ଦିର, ସମୟ: ସନ୍ଧ୍ୟା ୭ଟା — [290, 888, 426, 907]
event-item: • ବାର୍ଷିକ ଉତ୍ସବ, ସ୍ଥାନ: ଏନଆଇଟି, ସମୟ: ସକାଳ ୯ଟା — [574, 530, 710, 549]
event-item: • ଆଲୋଚନା ସଭା, ସ୍ଥାନ: କଟକ ବାର ଆସୋସିଏସନ, ସମୟ: ଅପରାହ୍ନ ୪ଟା — [6, 619, 142, 638]
dateline-date: ୧୨ ଜାନୁଆରୀ, ୨୦୨୫ — [104, 29, 192, 42]
event-item: • ଭଜନ ସନ୍ଧ୍ୟା, ସ୍ଥାନ: ମନ୍ଦିର ପରିସର, ସମୟ: ସନ୍ଧ୍ୟା ୭ଟା — [148, 584, 284, 603]
zodiac-symbol-icon: ♉ — [727, 282, 767, 322]
event-item: • ଭଜନ ସଭା, ସ୍ଥାନ: ବିରଜା ମନ୍ଦିର, ସମୟ: ସନ୍ଧ୍ୟା ୬ଟା — [432, 323, 568, 342]
poem-line-3: ନ ମିଳେ ଗଣା। — [307, 1267, 355, 1277]
zodiac-sign-name: ଧନୁ — [717, 950, 777, 966]
zodiac-prediction: ଧନାଗମ ହେବାର ଯୋଗ ଅଛି। ବ୍ୟବସାୟରେ ଲାଭ ମିଳିବ। ପରିବାରର ସମସ୍ୟା ସମାଧାନ ହେବ। ନୂତନ କାର୍ଯ୍ୟ ଆରମ୍ଭ ପାଇଁ ଦିନଟି ଶୁଭ। — [781, 360, 938, 393]
event-item: • ମା' ତାରିଣୀ ମନ୍ଦିରରେ ବାର୍ଷିକ ଉତ୍ସବ, ସ୍ଥାନ: ଘଟଗାଁ, ସମୟ: ସକାଳ ୬ଟା — [290, 168, 426, 187]
event-item: • ବାର୍ଷିକ କ୍ରୀଡ଼ା, ସ୍ଥାନ: ଉଚ୍ଚ ବିଦ୍ୟାଳୟ, ସମୟ: ସକାଳ ୮ଟା — [148, 158, 284, 177]
event-item: • ବିବେକାନନ୍ଦ ଯୁବ ସଙ୍ଘ ଜାତୀୟ ଯୁବ ଦିବସ, ସ୍ଥାନ: ସଙ୍ଘ ପରିସର, ସମୟ: ସକାଳ ୯ଟା — [432, 76, 568, 95]
event-item: • ଯୁବ ମହୋତ୍ସବ, ସ୍ଥାନ: ସେକ୍ଟର-୨, ସମୟ: ସକାଳ ୧୦ଟା — [574, 510, 710, 529]
event-item: • କବିତା ପାଠ, ସ୍ଥାନ: ସାହିତ୍ୟ ଭବନ, ସମୟ: ଅପରାହ୍ନ ୪ଟା — [432, 422, 568, 441]
event-item: • ରକ୍ତଦାନ ଶିବିର, ସ୍ଥାନ: କ୍ୟାପିଟାଲ ହସ୍ପିଟାଲ, ସମୟ: ସକାଳ ୯ଟା — [6, 279, 142, 298]
event-item: • ବାର୍ଷିକ ଉତ୍ସବ, ସ୍ଥାନ: ପଟ୍ଟାମୁଣ୍ଡାଇ, ସମୟ: ସକାଳ ୯ଟା — [432, 150, 568, 169]
event-item: • ବାର୍ଷିକ ଉତ୍ସବ, ସ୍ଥାନ: ଜଟଣୀ, ସମୟ: ସକାଳ ୧୦ଟା — [148, 292, 284, 311]
event-item: • କ୍ରିକେଟ ପ୍ରତିଯୋଗିତା, ସ୍ଥାନ: କରଞ୍ଜିଆ, ସମୟ: ସକାଳ ୮ଟା — [290, 420, 426, 439]
event-item: • ଆଲୋଚନା ସଭା, ସ୍ଥାନ: କାଲିମେଳା, ସମୟ: ଅପରାହ୍ନ ୩ଟା — [574, 121, 710, 140]
zodiac-sign-entry — [715, 258, 940, 356]
event-item: • ସାଂସ୍କୃତିକ ସନ୍ଧ୍ୟା, ସ୍ଥାନ: ଖେଳ ପଡ଼ିଆ, ସମୟ: ସନ୍ଧ୍ୟା ୬ଟା — [290, 94, 426, 113]
